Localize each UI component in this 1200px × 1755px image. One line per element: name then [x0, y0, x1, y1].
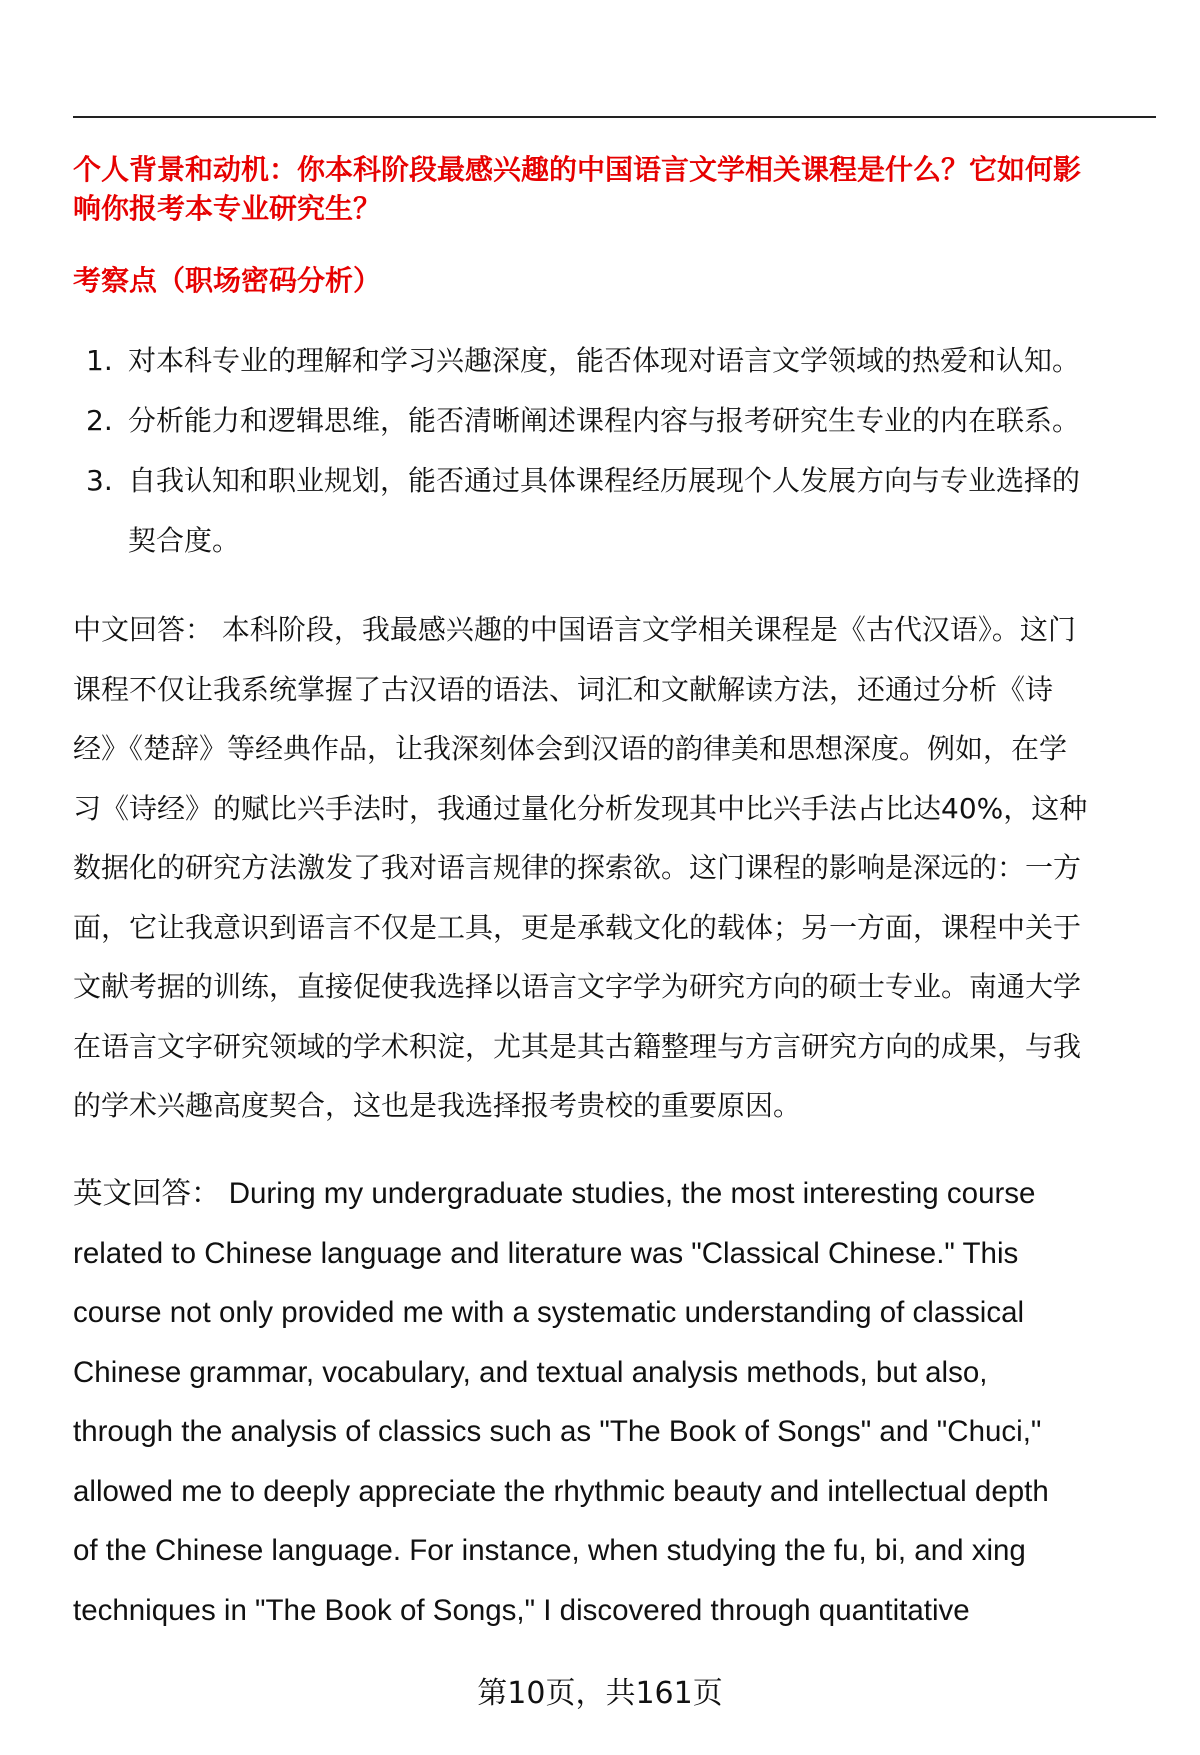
section-title: 考察点（职场密码分析）: [73, 264, 382, 297]
paragraph-line: Chinese grammar, vocabulary, and textual analysis methods, but also,: [73, 1355, 988, 1389]
paragraph-line: 数据化的研究方法激发了我对语言规律的探索欲。这门课程的影响是深远的：一方: [73, 851, 1082, 884]
paragraph-line: of the Chinese language. For instance, when studying the fu, bi, and xing: [73, 1534, 1026, 1567]
list-item: 分析能力和逻辑思维，能否清晰阐述课程内容与报考研究生专业的内在联系。: [128, 404, 1081, 437]
list-number: 2.: [86, 404, 113, 437]
list-item: 契合度。: [128, 524, 241, 557]
list-number: 1.: [86, 344, 113, 377]
list-item: 自我认知和职业规划，能否通过具体课程经历展现个人发展方向与专业选择的: [128, 464, 1081, 497]
paragraph-line: 中文回答： 本科阶段，我最感兴趣的中国语言文学相关课程是《古代汉语》。这门: [73, 613, 1076, 646]
paragraph-line: 文献考据的训练，直接促使我选择以语言文字学为研究方向的硕士专业。南通大学: [73, 970, 1082, 1003]
page-number: 第10页，共161页: [477, 1676, 723, 1711]
paragraph-line: 的学术兴趣高度契合，这也是我选择报考贵校的重要原因。: [73, 1089, 802, 1122]
paragraph-line: 面，它让我意识到语言不仅是工具，更是承载文化的载体；另一方面，课程中关于: [73, 910, 1082, 944]
paragraph-line: 课程不仅让我系统掌握了古汉语的语法、词汇和文献解读方法，还通过分析《诗: [73, 672, 1054, 706]
header-rule: [73, 116, 1156, 118]
paragraph-line: 在语言文字研究领域的学术积淀，尤其是其古籍整理与方言研究方向的成果，与我: [73, 1029, 1082, 1063]
paragraph-line: techniques in "The Book of Songs," I discovered through quantitative: [73, 1593, 970, 1627]
paragraph-line: allowed me to deeply appreciate the rhythmic beauty and intellectual depth: [73, 1474, 1049, 1508]
list-item: 对本科专业的理解和学习兴趣深度，能否体现对语言文学领域的热爱和认知。: [128, 344, 1081, 377]
paragraph-line: course not only provided me with a systematic understanding of classical: [73, 1296, 1025, 1329]
paragraph-line: 英文回答： During my undergraduate studies, the most interesting course: [73, 1177, 1036, 1210]
paragraph-line: related to Chinese language and literature was "Classical Chinese." This: [73, 1236, 1019, 1270]
paragraph-line: 经》《楚辞》等经典作品，让我深刻体会到汉语的韵律美和思想深度。例如，在学: [73, 732, 1068, 765]
list-number: 3.: [86, 464, 113, 497]
paragraph-line: through the analysis of classics such as "The Book of Songs" and "Chuci,": [73, 1415, 1042, 1448]
question-line: 响你报考本专业研究生？: [73, 192, 382, 225]
question-line: 个人背景和动机：你本科阶段最感兴趣的中国语言文学相关课程是什么？它如何影: [73, 153, 1082, 186]
paragraph-line: 习《诗经》的赋比兴手法时，我通过量化分析发现其中比兴手法占比达40%，这种: [73, 791, 1088, 825]
